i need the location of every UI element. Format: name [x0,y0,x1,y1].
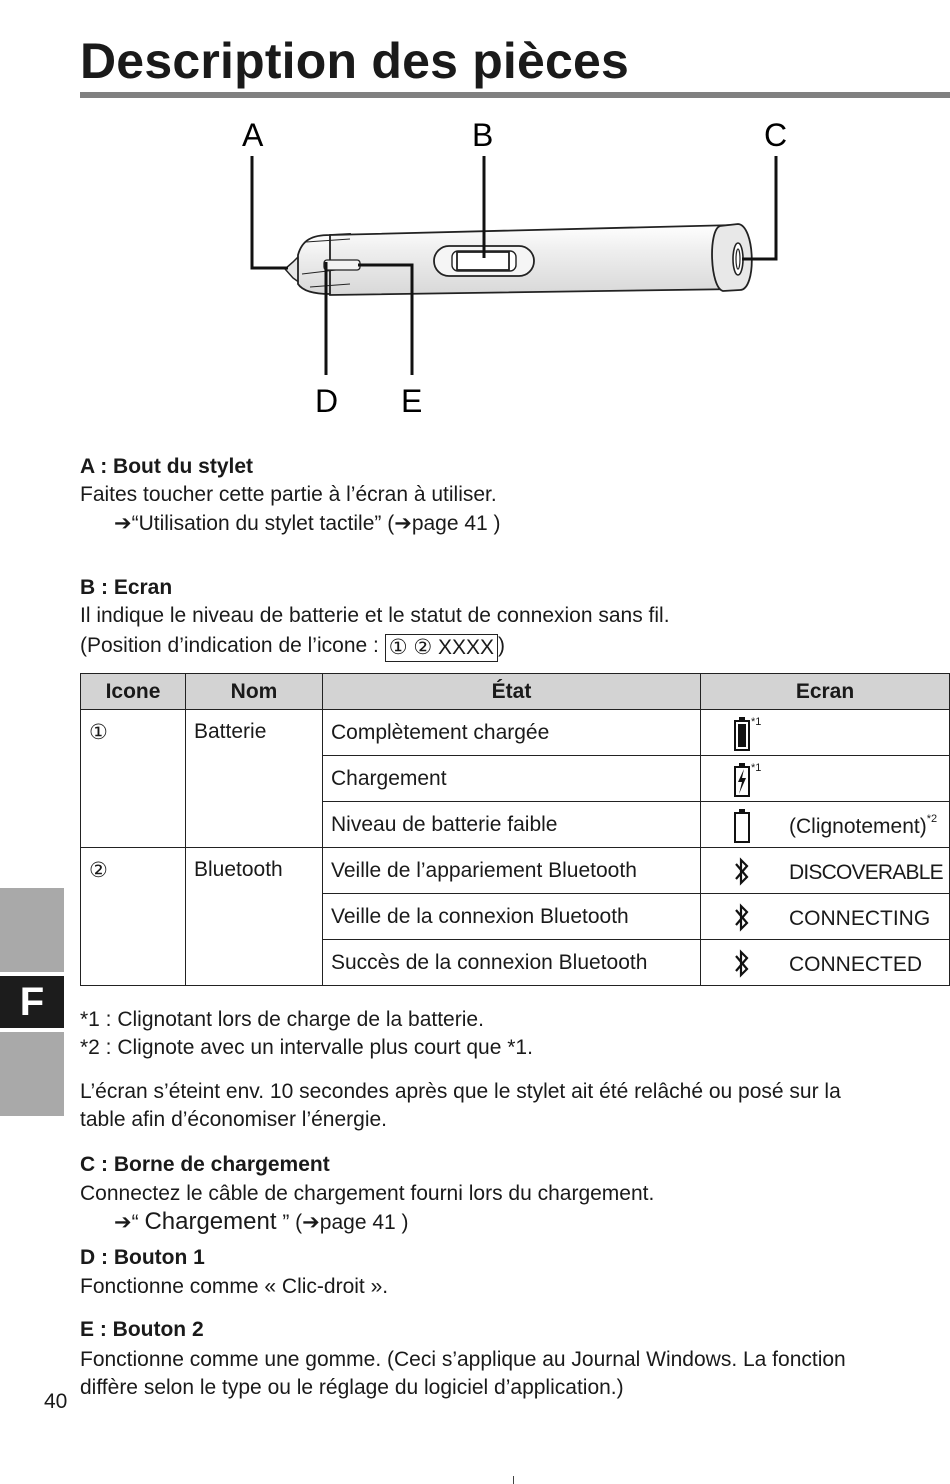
name-cell: Batterie [186,710,323,848]
screen-cell [701,756,950,802]
arrow-right-icon: ➔ [302,1211,320,1234]
side-tab-lower [0,1032,64,1116]
screen-cell [701,894,950,940]
side-tab-upper [0,888,64,972]
name-cell: Bluetooth [186,848,323,986]
screen-text: CONNECTED [789,953,923,976]
icon-position-box: ① ② XXXX [385,634,498,662]
icon-number-cell: ② [81,848,186,986]
section-c-reference: ➔“ Chargement ” (➔page 41 ) [114,1208,409,1235]
side-tab-f[interactable]: F [0,976,64,1028]
button-1 [324,260,360,270]
footnote-mark: *1 [751,762,762,774]
diagram-label-a: A [242,117,264,153]
leader-a [252,156,288,268]
state-cell: Veille de la connexion Bluetooth [323,894,701,940]
arrow-right-icon: ➔ [114,1211,132,1234]
bluetooth-icon [733,946,751,982]
section-a-reference: ➔“Utilisation du stylet tactile” (➔page 41 ) [114,512,501,535]
bottom-tick [513,1476,514,1484]
screen-text: (Clignotement)$^{*2}$ [789,813,938,838]
screen-off-note-line2: table afin d’économiser l’énergie. [80,1108,388,1131]
footnote-mark: *1 [751,716,762,728]
diagram-label-e: E [401,383,423,419]
diagram-label-d: D [315,383,339,419]
status-table [80,673,950,986]
section-a-text: Faites toucher cette partie à l’écran à utiliser. [80,483,497,506]
col-header-name: Nom [186,674,323,710]
battery-charging-icon [733,762,751,798]
diagram-label-b: B [472,117,494,153]
state-cell: Succès de la connexion Bluetooth [323,940,701,986]
footnote-mark: *2 [926,813,938,825]
screen-off-note-line1: L’écran s’éteint env. 10 secondes après que le stylet ait été relâché ou posé sur la [80,1080,841,1103]
section-d-heading: D : Bouton 1 [80,1246,205,1269]
section-d-text: Fonctionne comme « Clic-droit ». [80,1275,389,1298]
state-cell: Niveau de batterie faible [323,802,701,848]
screen-cell [701,940,950,986]
page-number: 40 [44,1390,68,1413]
footnote-1: *1 : Clignotant lors de charge de la batterie. [80,1008,484,1031]
page-link[interactable]: page 41 ) [411,512,501,535]
section-e-line1: Fonctionne comme une gomme. (Ceci s’applique au Journal Windows. La fonction [80,1348,846,1371]
state-cell: Complètement chargée [323,710,701,756]
battery-empty-icon [733,808,751,844]
screen-cell [701,710,950,756]
section-c-heading: C : Borne de chargement [80,1153,330,1176]
col-header-state: État [323,674,701,710]
icon-position-line: (Position d’indication de l’icone : ① ② XXXX ) [80,634,505,662]
col-header-screen: Ecran [701,674,950,710]
section-b-heading: B : Ecran [80,576,173,599]
stylus-diagram [230,112,800,422]
section-a-heading: A : Bout du stylet [80,455,254,478]
state-cell: Chargement [323,756,701,802]
bluetooth-icon [733,854,751,890]
section-e-heading: E : Bouton 2 [80,1318,204,1341]
title-rule [80,92,950,98]
battery-full-icon [733,716,751,752]
section-b-text: Il indique le niveau de batterie et le statut de connexion sans fil. [80,604,670,627]
icon-number-cell: ① [81,710,186,848]
arrow-right-icon: ➔ [114,512,132,535]
stylus-body [330,225,740,295]
table-row [81,710,950,756]
screen-text: CONNECTING [789,907,931,930]
screen-cell [701,848,950,894]
footnote-2: *2 : Clignote avec un intervalle plus court que *1. [80,1036,533,1059]
arrow-right-icon: ➔ [394,512,412,535]
screen-text: DISCOVERABLE [789,861,943,884]
section-c-text: Connectez le câble de chargement fourni lors du chargement. [80,1182,655,1205]
screen-cell [701,802,950,848]
bluetooth-icon [733,900,751,936]
page-title: Description des pièces [80,33,630,89]
diagram-label-c: C [764,117,788,153]
page-link[interactable]: page 41 ) [319,1211,409,1234]
table-row [81,848,950,894]
state-cell: Veille de l’appariement Bluetooth [323,848,701,894]
section-e-line2: diffère selon le type ou le réglage du logiciel d’application.) [80,1376,624,1399]
col-header-icon: Icone [81,674,186,710]
